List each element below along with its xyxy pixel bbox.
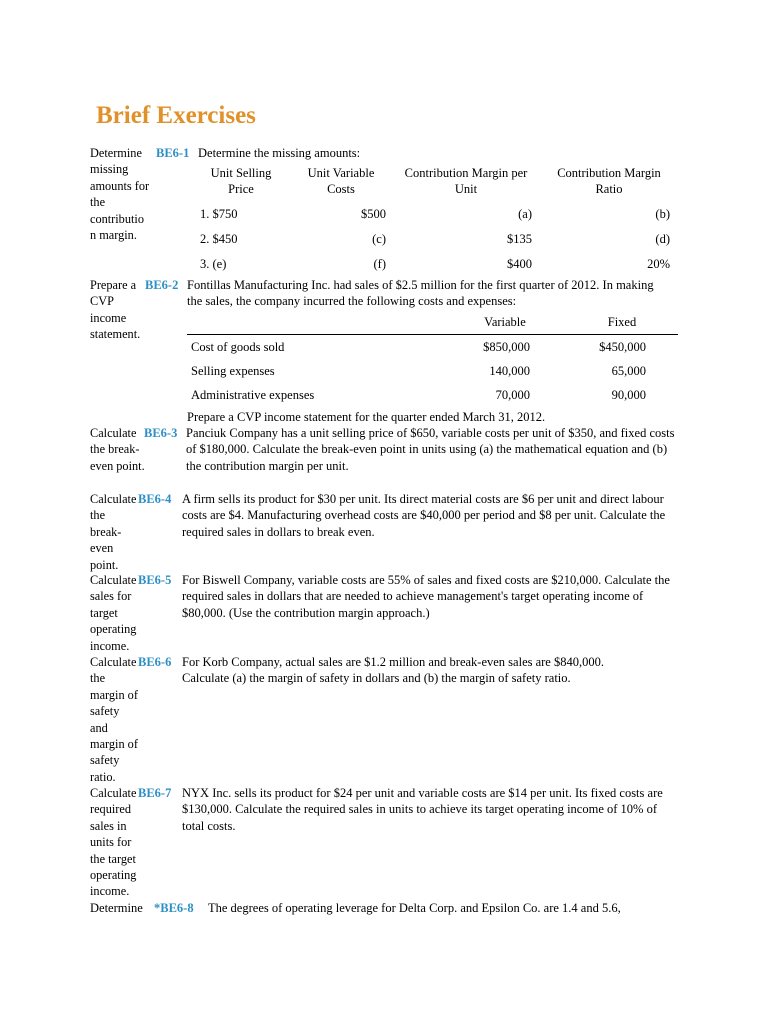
be7-code: BE6-7: [138, 786, 172, 800]
be5-text: For Biswell Company, variable costs are 55% of sales and fixed costs are $210,000. Calculate the required sales in dollars that are needed to achieve management's target operating income of $80,000. (Use the contribution margin approach.): [182, 573, 670, 620]
be1-row1-variable: $500: [361, 207, 386, 221]
be2-row2-fixed: 65,000: [611, 364, 646, 378]
be2-closing: Prepare a CVP income statement for the quarter ended March 31, 2012.: [187, 410, 546, 424]
be6-side-label: Calculate the margin of safety and margin of safety ratio.: [90, 655, 138, 784]
be1-row2-price: 2. $450: [200, 232, 238, 246]
be2-row2-label: Selling expenses: [191, 364, 275, 378]
be2-row3-variable: 70,000: [495, 388, 530, 402]
be8-code: *BE6-8: [154, 901, 194, 915]
be4-code: BE6-4: [138, 492, 172, 506]
be1-row1-price: 1. $750: [200, 207, 238, 221]
be6-code: BE6-6: [138, 655, 172, 669]
be2-row2-variable: 140,000: [489, 364, 530, 378]
be2-text: Fontillas Manufacturing Inc. had sales of $2.5 million for the first quarter of 2012. In making the sales, the company incurred the following costs and expenses:: [187, 278, 654, 309]
be7-side-label: Calculate required sales in units for the target operating income.: [90, 786, 137, 899]
be6-text: For Korb Company, actual sales are $1.2 million and break-even sales are $840,000. Calculate (a) the margin of safety in dollars and (b) the margin of safety ratio.: [182, 655, 604, 686]
be1-row3-variable: (f): [373, 257, 386, 271]
be5-side-label: Calculate sales for target operating income.: [90, 573, 137, 653]
be2-row3-fixed: 90,000: [611, 388, 646, 402]
be2-row3-label: Administrative expenses: [191, 388, 315, 402]
be2-side-label: Prepare a CVP income statement.: [90, 278, 141, 342]
be1-row3-ratio: 20%: [647, 257, 670, 271]
be2-row1-fixed: $450,000: [599, 340, 646, 354]
be3-text: Panciuk Company has a unit selling price of $650, variable costs per unit of $350, and fixed costs of $180,000. Calculate the break-even point in units using (a) the mathematical equation and (b) the contribution margin per unit.: [186, 426, 675, 473]
be4-text: A firm sells its product for $30 per unit. Its direct material costs are $6 per unit and direct labour costs are $4. Manufacturing overhead costs are $40,000 per period and $8 per unit. Calculate the required sales in dollars to break even.: [182, 492, 666, 539]
be8-text: The degrees of operating leverage for Delta Corp. and Epsilon Co. are 1.4 and 5.6,: [208, 901, 621, 915]
be1-row2-variable: (c): [372, 232, 386, 246]
be2-row1-variable: $850,000: [483, 340, 530, 354]
be2-row1-label: Cost of goods sold: [191, 340, 285, 354]
be1-header-unit-variable-costs: Unit Variable Costs: [307, 166, 375, 196]
be1-row1-ratio: (b): [655, 207, 670, 221]
be1-code: BE6-1: [156, 146, 190, 160]
be1-row2-ratio: (d): [655, 232, 670, 246]
be2-code: BE6-2: [145, 278, 179, 292]
page-title: Brief Exercises: [96, 102, 256, 129]
be2-header-fixed: Fixed: [607, 315, 637, 329]
be3-side-label: Calculate the break-even point.: [90, 426, 145, 473]
be8-side-label: Determine: [90, 901, 143, 915]
be1-header-unit-selling-price: Unit Selling Price: [210, 166, 272, 196]
be2-header-variable: Variable: [484, 315, 526, 329]
be4-side-label: Calculate the break-even point.: [90, 492, 137, 572]
be5-code: BE6-5: [138, 573, 172, 587]
be1-row3-cm: $400: [507, 257, 532, 271]
be7-text: NYX Inc. sells its product for $24 per unit and variable costs are $14 per unit. Its fixed costs are $130,000. Calculate the required sales in units to achieve its target operating income of 10% of total costs.: [182, 786, 663, 833]
be1-header-cm-ratio: Contribution Margin Ratio: [557, 166, 661, 196]
be1-side-label: Determine missing amounts for the contributio n margin.: [90, 146, 150, 243]
be1-header-cm-per-unit: Contribution Margin per Unit: [404, 166, 528, 196]
be1-row3-price: 3. (e): [200, 257, 227, 271]
be3-code: BE6-3: [144, 426, 178, 440]
be1-row2-cm: $135: [507, 232, 532, 246]
be1-intro: Determine the missing amounts:: [198, 146, 361, 160]
be1-row1-cm: (a): [518, 207, 532, 221]
be2-table-rule: [187, 334, 678, 335]
